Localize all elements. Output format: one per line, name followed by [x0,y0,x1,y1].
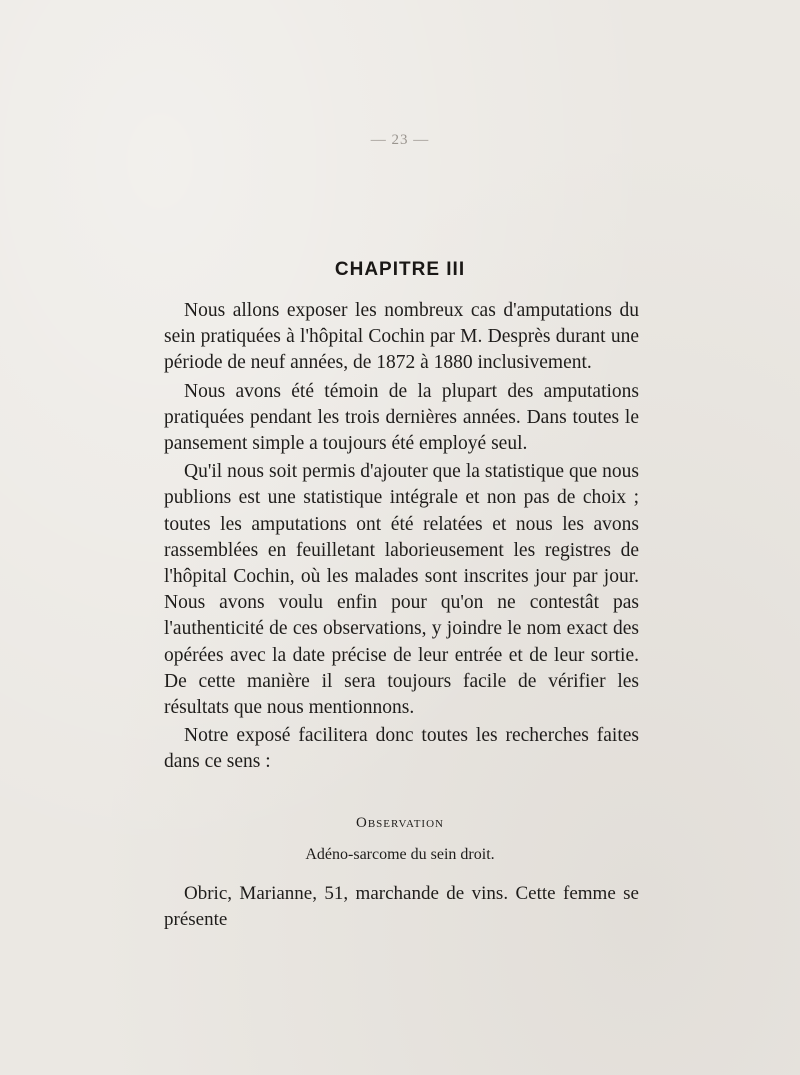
paragraph-intro: Nous allons exposer les nombreux cas d'amputations du sein pratiquées à l'hôpital Cochin par M. Desprès durant une période de neuf années, de 1872 à 1880 inclusivement. [164,300,639,374]
page-number: — 23 — [370,132,430,148]
observation-title: Adéno-sarcome du sein droit. [305,846,495,863]
chapter-body [164,298,639,776]
paragraph-witness: Nous avons été témoin de la plupart des amputations pratiquées pendant les trois dernières années. Dans toutes le pansement simple a toujours été employé seul. [164,380,639,455]
paragraph-statistics: Qu'il nous soit permis d'ajouter que la statistique que nous publions est une statistique intégrale et non pas de choix ; toutes les amputations ont été relatées et nous les avons rassemblées en feuilletant laborieusement les registres de l'hôpital Cochin, où les malades sont inscrites jour par jour. Nous avons voulu enfin pour qu'on ne contestât pas l'authenticité de ces observations, y joindre le nom exact des opérées avec la date précise de leur entrée et de leur sortie. De cette manière il sera toujours facile de vérifier les résultats que nous mentionnons. [164,461,639,719]
observation-heading: Observation [356,815,444,831]
paragraph-exposition: Notre exposé facilitera donc toutes les recherches faites dans ce sens : [164,725,639,773]
observation-paragraph: Obric, Marianne, 51, marchande de vins. Cette femme se présente [164,883,639,930]
chapter-title: CHAPITRE III [334,259,466,280]
